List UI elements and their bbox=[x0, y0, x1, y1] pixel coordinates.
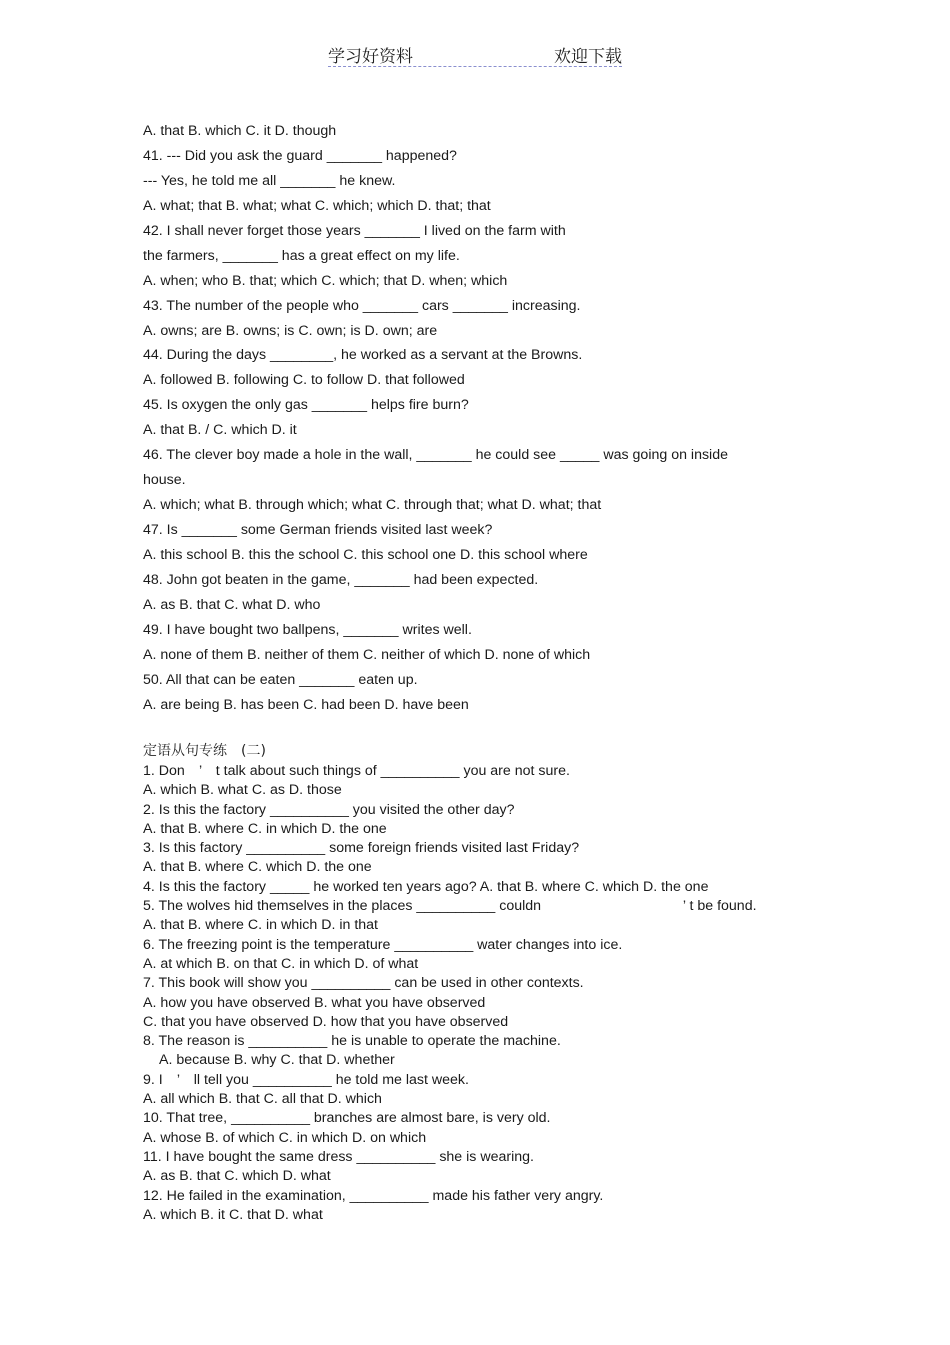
text-line: 9. I ’ ll tell you __________ he told me last week. bbox=[143, 1071, 469, 1088]
text-line: A. because B. why C. that D. whether bbox=[159, 1052, 395, 1069]
text-line: the farmers, _______ has a great effect on my life. bbox=[143, 247, 460, 264]
text-line: 10. That tree, __________ branches are almost bare, is very old. bbox=[143, 1110, 551, 1127]
text-line: 3. Is this factory __________ some foreign friends visited last Friday? bbox=[143, 840, 580, 857]
text-line: A. all which B. that C. all that D. which bbox=[143, 1091, 382, 1108]
text-line: 12. He failed in the examination, __________ made his father very angry. bbox=[143, 1187, 604, 1204]
text-line: 43. The number of the people who _______ cars _______ increasing. bbox=[143, 297, 581, 314]
text-line: 6. The freezing point is the temperature __________ water changes into ice. bbox=[143, 936, 623, 953]
text-line: A. how you have observed B. what you have observed bbox=[143, 994, 486, 1011]
text-line: A. none of them B. neither of them C. neither of which D. none of which bbox=[143, 646, 591, 663]
text-line: A. that B. which C. it D. though bbox=[143, 123, 337, 139]
text-line: 42. I shall never forget those years _______ I lived on the farm with bbox=[143, 222, 566, 239]
text-line: 47. Is _______ some German friends visited last week? bbox=[143, 522, 493, 538]
text-line: A. this school B. this the school C. this school one D. this school where bbox=[143, 546, 588, 563]
text-line: A. whose B. of which C. in which D. on which bbox=[143, 1129, 427, 1146]
text-line: 49. I have bought two ballpens, _______ writes well. bbox=[143, 621, 472, 638]
text-line: A. that B. where C. in which D. in that bbox=[143, 917, 378, 934]
exercise-section-1 bbox=[143, 119, 823, 718]
text-line: 50. All that can be eaten _______ eaten up. bbox=[143, 671, 418, 688]
page-header bbox=[328, 40, 622, 67]
text-line: A. when; who B. that; which C. which; that D. when; which bbox=[143, 272, 508, 289]
text-line: 11. I have bought the same dress __________ she is wearing. bbox=[143, 1148, 534, 1165]
text-line: 1. Don ’ t talk about such things of __________ you are not sure. bbox=[143, 763, 570, 779]
text-line: A. are being B. has been C. had been D. have been bbox=[143, 696, 469, 713]
text-line: A. which; what B. through which; what C. through that; what D. what; that bbox=[143, 497, 602, 514]
text-line: 7. This book will show you __________ can be used in other contexts. bbox=[143, 975, 584, 992]
text-line: 5. The wolves hid themselves in the places __________ couldn ’ t be found. bbox=[143, 898, 757, 915]
section-2-title: 定语从句专练 (二) bbox=[143, 743, 266, 759]
text-line: A. that B. where C. in which D. the one bbox=[143, 820, 387, 837]
text-line: A. owns; are B. owns; is C. own; is D. own; are bbox=[143, 322, 438, 339]
text-line: C. that you have observed D. how that you have observed bbox=[143, 1013, 509, 1030]
text-line: A. that B. where C. which D. the one bbox=[143, 859, 372, 876]
text-line: A. as B. that C. what D. who bbox=[143, 596, 321, 613]
text-line: 48. John got beaten in the game, _______ had been expected. bbox=[143, 571, 539, 588]
text-line: A. as B. that C. which D. what bbox=[143, 1168, 331, 1185]
text-line: A. what; that B. what; what C. which; which D. that; that bbox=[143, 197, 491, 214]
text-line: A. followed B. following C. to follow D. that followed bbox=[143, 372, 465, 389]
header-left-text: 学习好资料 bbox=[328, 47, 413, 67]
text-line: A. which B. what C. as D. those bbox=[143, 782, 342, 799]
text-line: A. that B. / C. which D. it bbox=[143, 422, 297, 439]
text-line: A. at which B. on that C. in which D. of what bbox=[143, 955, 419, 972]
text-line: --- Yes, he told me all _______ he knew. bbox=[143, 172, 396, 189]
text-line: 2. Is this the factory __________ you visited the other day? bbox=[143, 801, 515, 818]
text-line: 45. Is oxygen the only gas _______ helps fire burn? bbox=[143, 397, 469, 414]
header-right-text: 欢迎下载 bbox=[554, 47, 622, 67]
text-line: house. bbox=[143, 472, 186, 489]
exercise-section-2 bbox=[143, 762, 823, 1225]
text-line: A. which B. it C. that D. what bbox=[143, 1206, 323, 1223]
text-line: 44. During the days ________, he worked as a servant at the Browns. bbox=[143, 347, 583, 364]
text-line: 46. The clever boy made a hole in the wall, _______ he could see _____ was going on inside bbox=[143, 447, 728, 464]
text-line: 4. Is this the factory _____ he worked ten years ago? A. that B. where C. which D. the one bbox=[143, 878, 709, 895]
text-line: 41. --- Did you ask the guard _______ happened? bbox=[143, 147, 457, 164]
text-line: 8. The reason is __________ he is unable to operate the machine. bbox=[143, 1033, 561, 1050]
